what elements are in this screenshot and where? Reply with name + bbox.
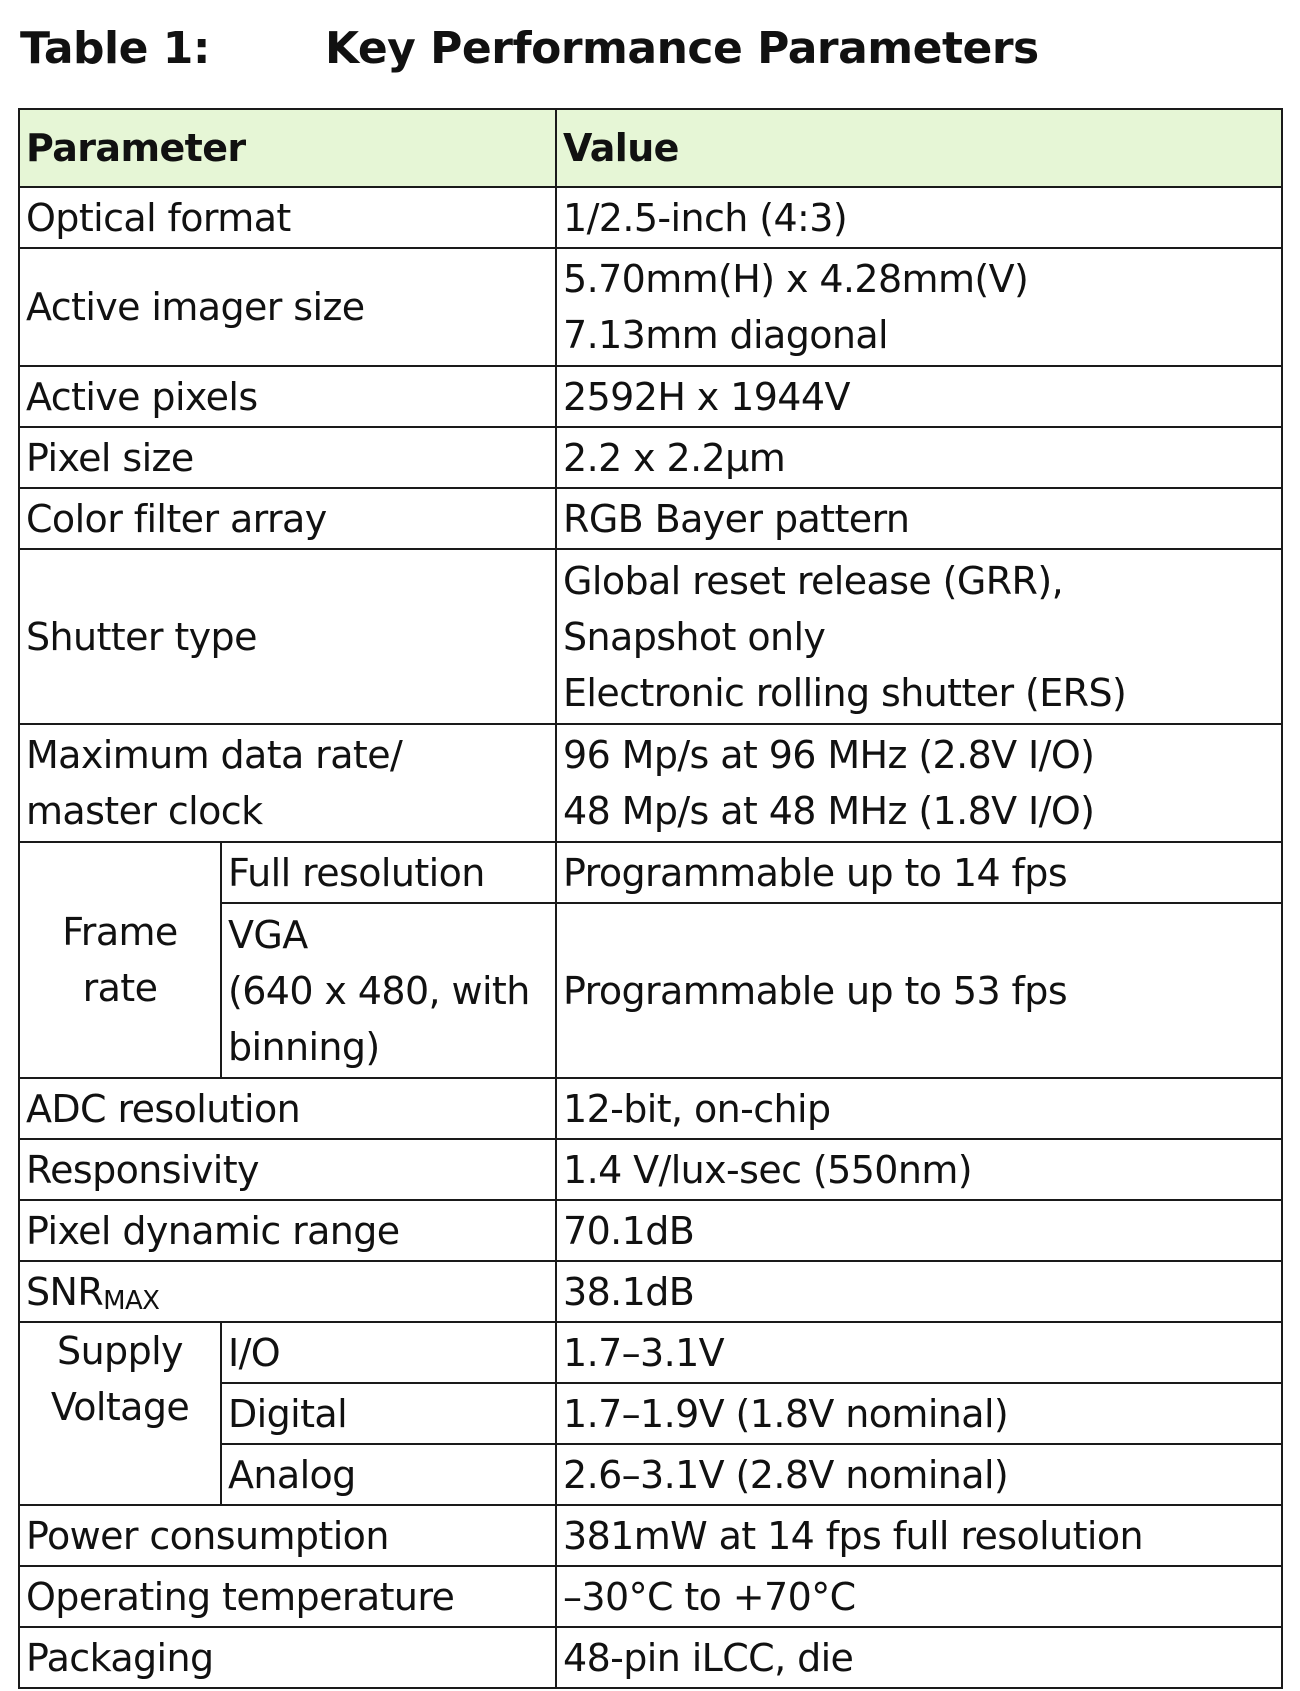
table-number: Table 1:	[20, 23, 210, 74]
param-value: 2592H x 1944V	[556, 366, 1282, 427]
param-value: Programmable up to 14 fps	[556, 842, 1282, 903]
supply-voltage-group-label	[19, 1322, 221, 1505]
param-value: –30°C to +70°C	[556, 1566, 1282, 1627]
param-value: 1.7–3.1V	[556, 1322, 1282, 1383]
param-value: 1/2.5-inch (4:3)	[556, 187, 1282, 248]
param-value: 381mW at 14 fps full resolution	[556, 1505, 1282, 1566]
table-row	[19, 1139, 1282, 1200]
param-value: 12-bit, on-chip	[556, 1078, 1282, 1139]
param-value: 2.2 x 2.2µm	[556, 427, 1282, 488]
label-line: master clock	[26, 789, 263, 833]
param-label: Active pixels	[19, 366, 556, 427]
table-row	[19, 427, 1282, 488]
table-row	[19, 366, 1282, 427]
value-line: Global reset release (GRR),	[563, 558, 1064, 603]
param-value	[556, 549, 1282, 724]
table-row	[19, 1566, 1282, 1627]
param-label: Color filter array	[19, 488, 556, 549]
header-parameter: Parameter	[19, 109, 556, 187]
param-value	[556, 724, 1282, 842]
value-line: 96 Mp/s at 96 MHz (2.8V I/O)	[563, 733, 1095, 777]
label-line: Supply	[57, 1329, 183, 1373]
table-row	[19, 1627, 1282, 1688]
table-row	[19, 1505, 1282, 1566]
param-label: Operating temperature	[19, 1566, 556, 1627]
param-sublabel: Digital	[221, 1383, 556, 1444]
label-line: rate	[82, 966, 158, 1010]
header-row	[19, 109, 1282, 187]
table-row	[19, 488, 1282, 549]
param-value: 70.1dB	[556, 1200, 1282, 1261]
value-line: 7.13mm diagonal	[563, 313, 889, 357]
table-row	[19, 187, 1282, 248]
param-sublabel: Full resolution	[221, 842, 556, 903]
param-value: 2.6–3.1V (2.8V nominal)	[556, 1444, 1282, 1505]
snr-subscript: MAX	[103, 1285, 160, 1316]
param-value: RGB Bayer pattern	[556, 488, 1282, 549]
value-line: Snapshot only	[563, 614, 826, 659]
label-line: binning)	[228, 1024, 380, 1069]
param-label: Pixel size	[19, 427, 556, 488]
param-label: Shutter type	[19, 549, 556, 724]
table-row	[19, 1200, 1282, 1261]
table-row	[19, 1261, 1282, 1322]
label-line: Voltage	[50, 1385, 190, 1429]
label-line: VGA	[228, 912, 308, 957]
param-label: ADC resolution	[19, 1078, 556, 1139]
label-line: Frame	[62, 910, 178, 954]
table-row	[19, 1078, 1282, 1139]
param-label: Optical format	[19, 187, 556, 248]
param-value	[556, 248, 1282, 366]
header-value: Value	[556, 109, 1282, 187]
param-label: Power consumption	[19, 1505, 556, 1566]
snr-label: SNR	[26, 1269, 104, 1314]
label-line: Maximum data rate/	[26, 733, 403, 777]
param-label: Packaging	[19, 1627, 556, 1688]
label-line: (640 x 480, with	[228, 968, 530, 1013]
table-row	[19, 1322, 1282, 1383]
param-label: Pixel dynamic range	[19, 1200, 556, 1261]
value-line: 48 Mp/s at 48 MHz (1.8V I/O)	[563, 789, 1095, 833]
param-label	[19, 1261, 556, 1322]
table-row	[19, 248, 1282, 366]
table-row	[19, 724, 1282, 842]
param-sublabel: I/O	[221, 1322, 556, 1383]
value-line: 5.70mm(H) x 4.28mm(V)	[563, 257, 1029, 301]
param-value: 38.1dB	[556, 1261, 1282, 1322]
param-value: Programmable up to 53 fps	[556, 903, 1282, 1078]
param-value: 1.7–1.9V (1.8V nominal)	[556, 1383, 1282, 1444]
key-performance-table	[18, 108, 1283, 1689]
table-row	[19, 842, 1282, 903]
value-line: Electronic rolling shutter (ERS)	[563, 670, 1127, 715]
table-title: Key Performance Parameters	[325, 23, 1039, 74]
param-value: 1.4 V/lux-sec (550nm)	[556, 1139, 1282, 1200]
param-sublabel	[221, 903, 556, 1078]
table-row	[19, 549, 1282, 724]
param-sublabel: Analog	[221, 1444, 556, 1505]
frame-rate-group-label	[19, 842, 221, 1078]
param-label: Active imager size	[19, 248, 556, 366]
param-label: Responsivity	[19, 1139, 556, 1200]
param-value: 48-pin iLCC, die	[556, 1627, 1282, 1688]
param-label	[19, 724, 556, 842]
